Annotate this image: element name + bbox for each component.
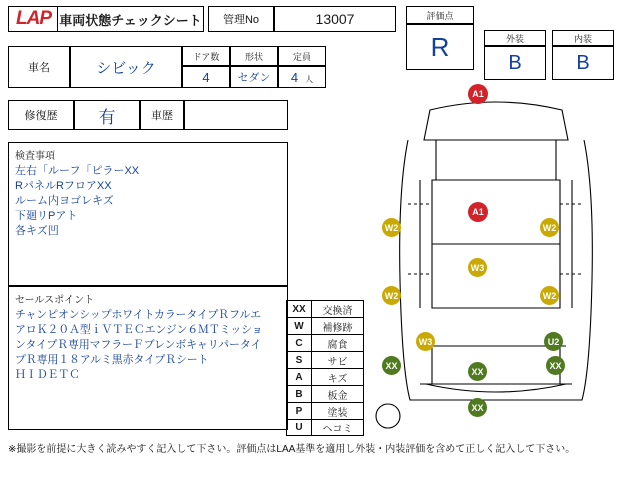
body-shape-text: セダン xyxy=(237,72,271,84)
legend-code: U xyxy=(287,420,312,435)
hyoka-label: 評価点 xyxy=(406,6,474,24)
inspection-line: 下廻リPアト xyxy=(15,210,78,222)
legend-label: 塗装 xyxy=(327,407,348,419)
body-shape-value xyxy=(230,66,278,88)
legend-label: キズ xyxy=(327,373,348,385)
seat-count-unit: 人 xyxy=(305,75,314,84)
gaiso-text: B xyxy=(508,51,522,74)
legend-row xyxy=(286,419,364,436)
damage-mark-xx-left[interactable]: XX xyxy=(382,356,401,375)
logo-block xyxy=(8,6,204,32)
seat-count-label: 定員 xyxy=(278,46,326,66)
damage-mark-w2-left-front[interactable]: W2 xyxy=(382,218,401,237)
legend-code: P xyxy=(287,403,312,419)
sheet-title: 車両状態チェックシート xyxy=(59,12,202,28)
hyoka-text: R xyxy=(430,31,450,62)
legend-row xyxy=(286,317,364,334)
kanri-no-label: 管理No xyxy=(208,6,274,32)
damage-mark-w2-right-rear[interactable]: W2 xyxy=(540,286,559,305)
sales-points-title: セールスポイント xyxy=(15,295,95,306)
inspection-line: 左右「ルーフ「ピラーXX xyxy=(15,165,140,177)
car-outline-svg xyxy=(360,84,632,430)
naiso-text: B xyxy=(576,51,590,74)
legend-label: 板金 xyxy=(327,390,348,402)
legend-code: S xyxy=(287,352,312,368)
door-count-value xyxy=(182,66,230,88)
inspection-title: 検査事項 xyxy=(15,151,55,162)
body-shape-label: 形状 xyxy=(230,46,278,66)
repair-history-text: 有 xyxy=(98,107,116,127)
seat-count-text: 4 xyxy=(290,69,299,85)
seat-count-value xyxy=(278,66,326,88)
legend-row xyxy=(286,402,364,419)
car-history-value xyxy=(184,100,288,130)
legend-row xyxy=(286,334,364,351)
inspection-line: ルーム内ヨゴレキズ xyxy=(15,195,114,207)
legend-row xyxy=(286,385,364,402)
damage-mark-a1-front[interactable]: A1 xyxy=(468,84,488,104)
legend-label: 補修跡 xyxy=(322,322,353,334)
kanri-no-text: 13007 xyxy=(315,11,355,27)
car-history-label: 車歴 xyxy=(140,100,184,130)
legend-code: W xyxy=(287,318,312,334)
legend-row xyxy=(286,368,364,385)
sales-points-box xyxy=(8,286,288,430)
car-name-text: シビック xyxy=(96,59,156,77)
damage-mark-w3-center[interactable]: W3 xyxy=(468,258,487,277)
inspection-box xyxy=(8,142,288,286)
legend-row xyxy=(286,300,364,317)
damage-mark-w2-right-front[interactable]: W2 xyxy=(540,218,559,237)
damage-mark-u2-rear-right[interactable]: U2 xyxy=(544,332,563,351)
inspection-lines xyxy=(9,164,287,239)
car-diagram xyxy=(360,84,632,430)
legend-label: ヘコミ xyxy=(322,424,353,435)
legend-code: XX xyxy=(287,301,312,317)
damage-mark-xx-right[interactable]: XX xyxy=(546,356,565,375)
car-name-value xyxy=(70,46,182,88)
legend-label: 交換済 xyxy=(322,305,353,317)
sales-point-line: チャンピオンシップホワイトカラータイプＲフルエ xyxy=(15,309,261,321)
sales-point-line: プＲ専用１８アルミ黒赤タイプＲシート xyxy=(15,354,209,366)
naiso-value xyxy=(552,46,614,80)
inspection-line: 各キズ凹 xyxy=(15,225,59,237)
damage-mark-xx-center[interactable]: XX xyxy=(468,362,487,381)
inspection-line: RパネルRフロアXX xyxy=(15,180,112,192)
damage-mark-xx-rear[interactable]: XX xyxy=(468,398,487,417)
sales-point-line: アロＫ２０Ａ型ｉＶＴＥＣエンジン６ＭＴミッショ xyxy=(15,324,263,336)
legend-table xyxy=(286,300,364,436)
legend-code: B xyxy=(287,386,312,402)
legend-label: 腐食 xyxy=(327,339,348,351)
footer-note: ※撮影を前提に大きく読みやすく記入して下さい。評価点はLAA基準を適用し外装・内装評価を含めて正しく記入して下さい。 xyxy=(8,444,576,455)
legend-code: A xyxy=(287,369,312,385)
door-count-text: 4 xyxy=(202,69,210,85)
door-count-label: ドア数 xyxy=(182,46,230,66)
gaiso-label: 外装 xyxy=(484,30,546,46)
repair-history-label: 修復歴 xyxy=(8,100,74,130)
sales-point-line: ＨＩＤＥＴＣ xyxy=(15,369,80,381)
naiso-label: 内装 xyxy=(552,30,614,46)
sales-point-line: ンタイプＲ専用マフラーＦブレンボキャリパータイ xyxy=(15,339,262,351)
repair-history-value xyxy=(74,100,140,130)
damage-mark-w2-left-rear[interactable]: W2 xyxy=(382,286,401,305)
kanri-no-value xyxy=(274,6,396,32)
damage-mark-w3-rear-left[interactable]: W3 xyxy=(416,332,435,351)
gaiso-value xyxy=(484,46,546,80)
legend-row xyxy=(286,351,364,368)
car-name-label: 車名 xyxy=(8,46,70,88)
legend-code: C xyxy=(287,335,312,351)
brand-logo: LAP xyxy=(16,8,51,29)
damage-mark-a1-roof[interactable]: A1 xyxy=(468,202,488,222)
sales-points-lines xyxy=(9,308,287,383)
legend-label: サビ xyxy=(327,356,348,368)
hyoka-value xyxy=(406,24,474,70)
